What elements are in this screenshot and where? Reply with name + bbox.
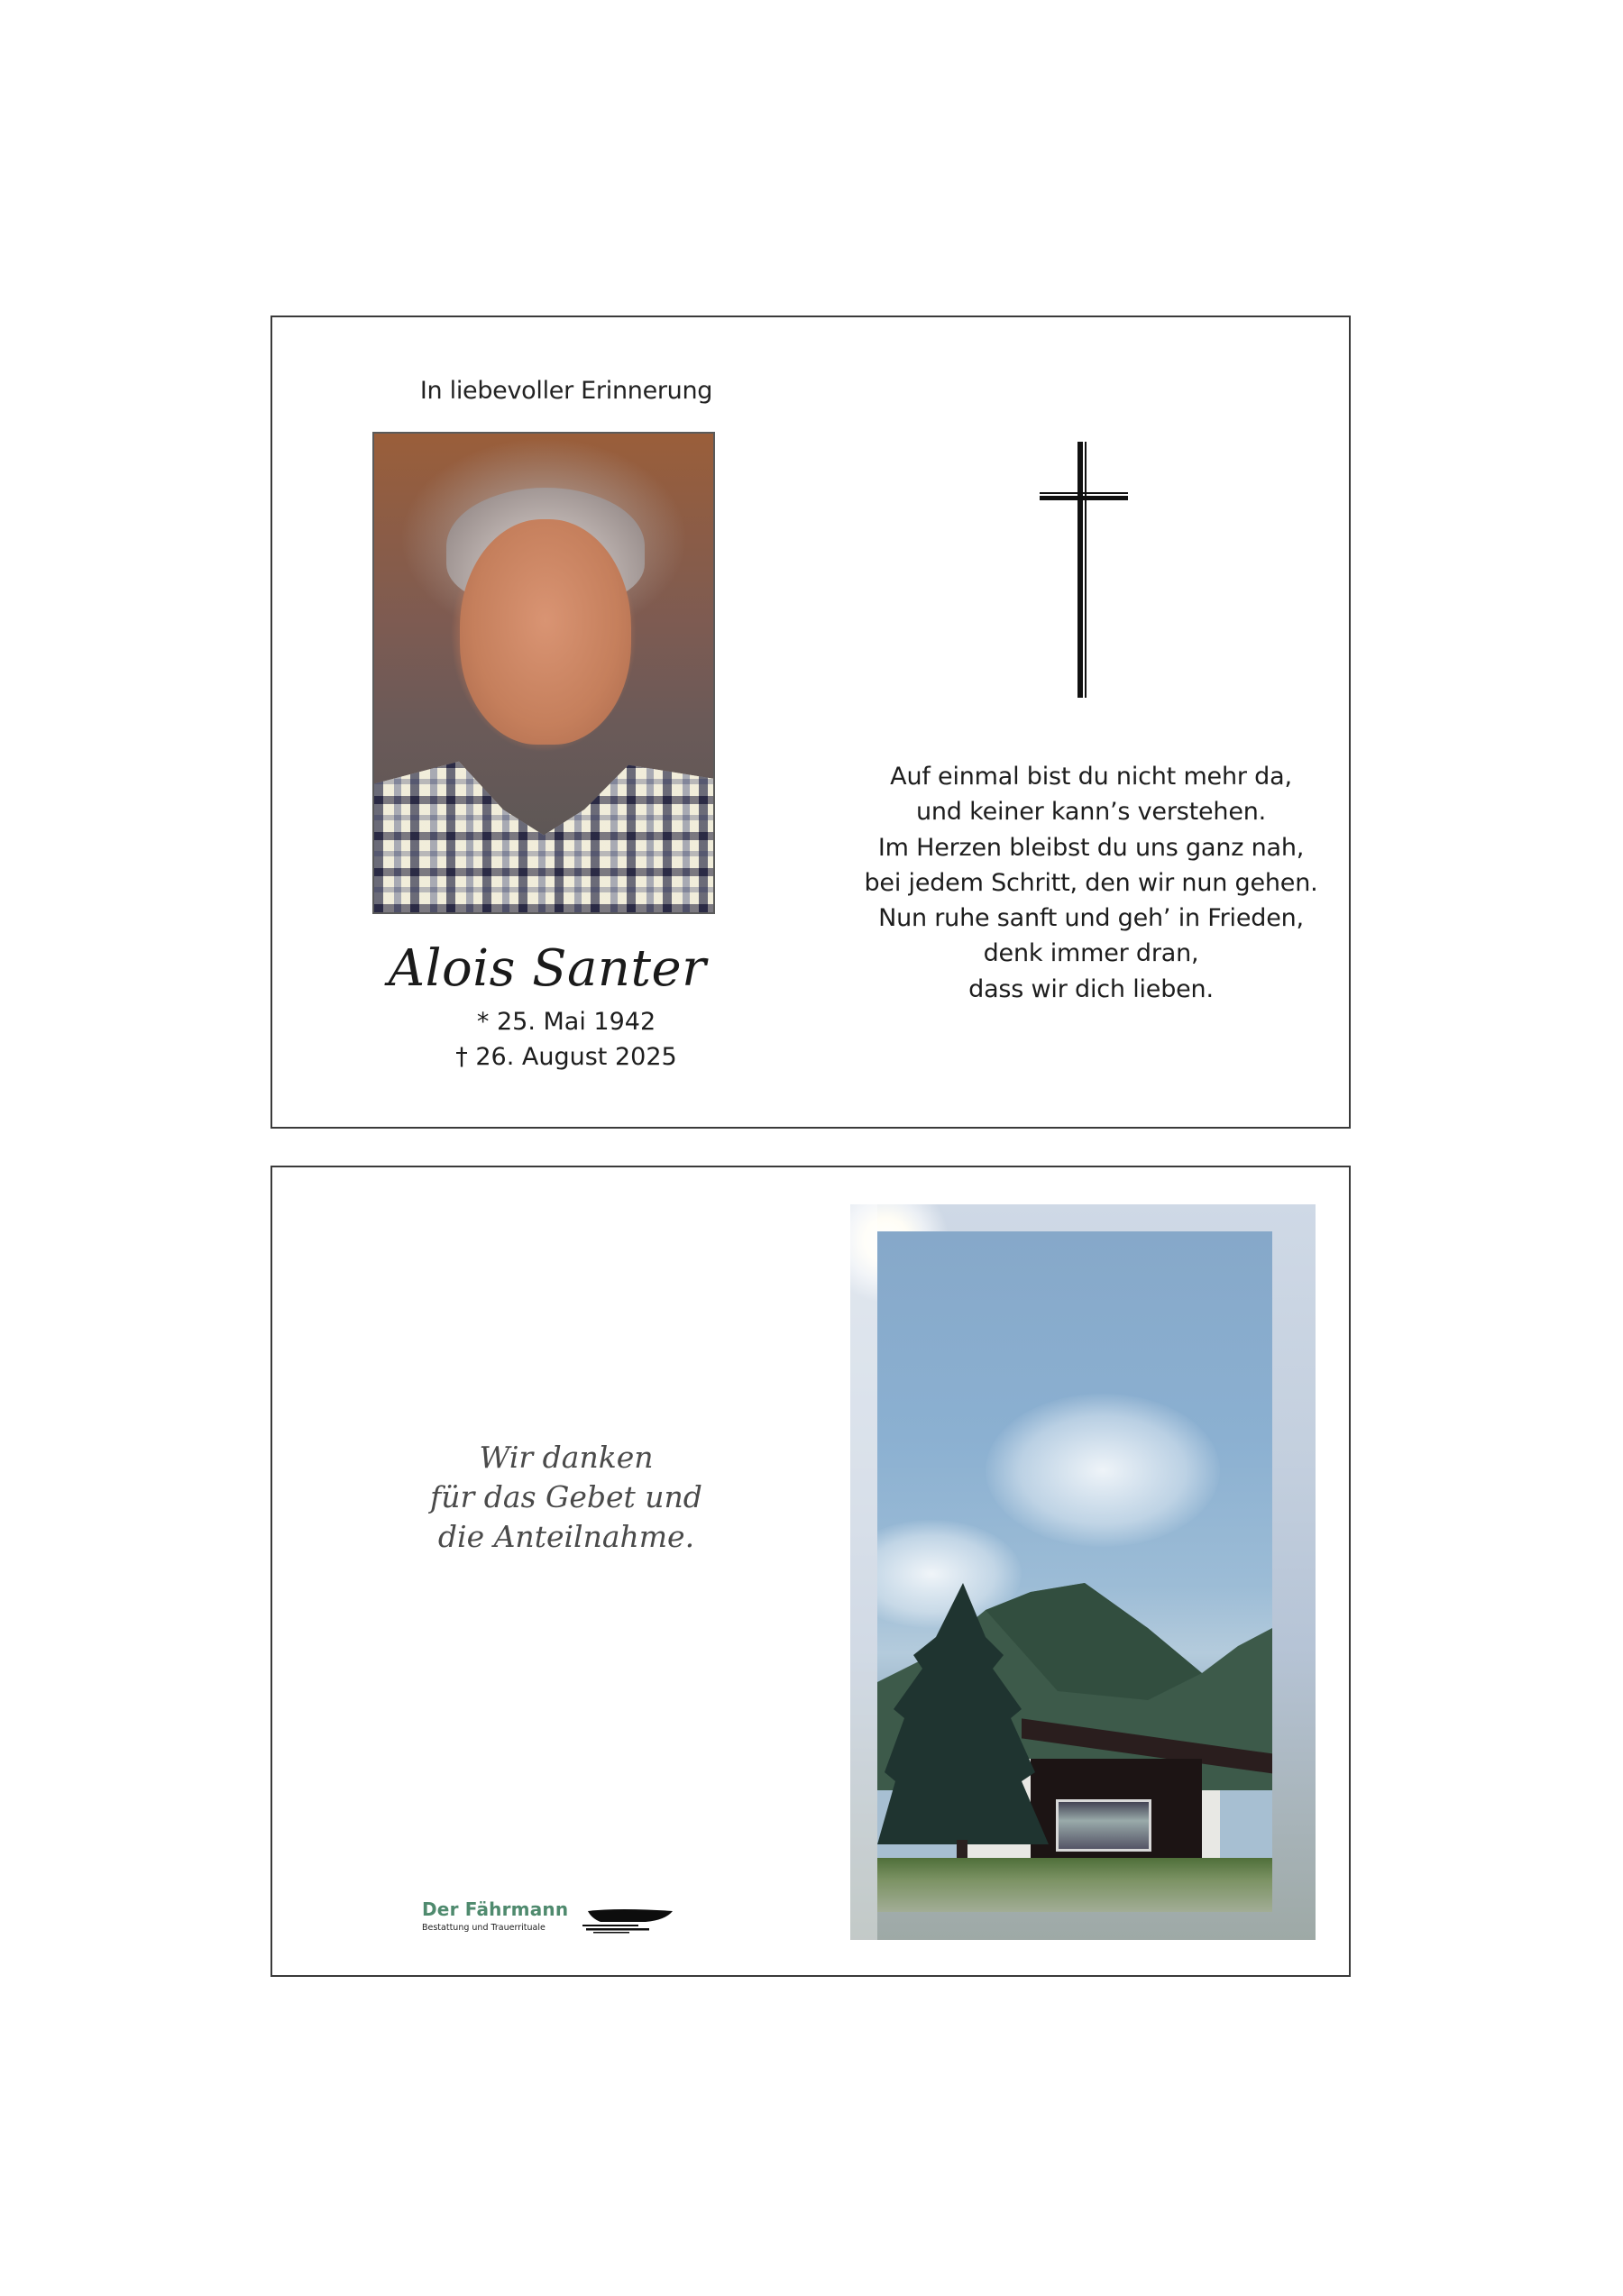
- heading: In liebevoller Erinnerung: [419, 377, 713, 405]
- death-date: † 26. August 2025: [455, 1043, 677, 1071]
- house-window: [1056, 1799, 1151, 1852]
- thanks-line: die Anteilnahme.: [437, 1519, 695, 1554]
- poem-line: Auf einmal bist du nicht mehr da,: [890, 763, 1292, 791]
- logo-title: Der Fährmann: [422, 1898, 569, 1920]
- memorial-card-front: [270, 316, 1351, 1129]
- funeral-home-logo: [422, 1898, 692, 1944]
- landscape-photo-inner: [877, 1231, 1272, 1912]
- photo-fade: [850, 1204, 877, 1940]
- deceased-name: Alois Santer: [388, 939, 707, 998]
- poem-line: denk immer dran,: [983, 939, 1199, 968]
- landscape-photo: [850, 1204, 1316, 1940]
- thanks-line: Wir danken: [479, 1440, 654, 1475]
- poem-line: dass wir dich lieben.: [968, 974, 1214, 1003]
- poem-line: Im Herzen bleibst du uns ganz nah,: [877, 833, 1305, 862]
- cloud: [986, 1394, 1220, 1547]
- portrait-photo: [372, 432, 715, 914]
- thanks-line: für das Gebet und: [430, 1479, 702, 1514]
- poem: [839, 759, 1343, 1007]
- cross-icon: [1040, 442, 1128, 698]
- lawn: [877, 1858, 1272, 1912]
- portrait-shirt: [374, 741, 713, 912]
- poem-line: und keiner kann’s verstehen.: [915, 798, 1267, 827]
- poem-line: Nun ruhe sanft und geh’ in Frieden,: [878, 904, 1304, 933]
- memorial-card-back: [270, 1166, 1351, 1977]
- boat-icon: [582, 1906, 676, 1935]
- birth-date: * 25. Mai 1942: [476, 1008, 656, 1036]
- portrait-face: [460, 519, 631, 745]
- poem-line: bei jedem Schritt, den wir nun gehen.: [864, 868, 1318, 897]
- thanks-text: [386, 1438, 747, 1557]
- logo-subtitle: Bestattung und Trauerrituale: [422, 1923, 546, 1933]
